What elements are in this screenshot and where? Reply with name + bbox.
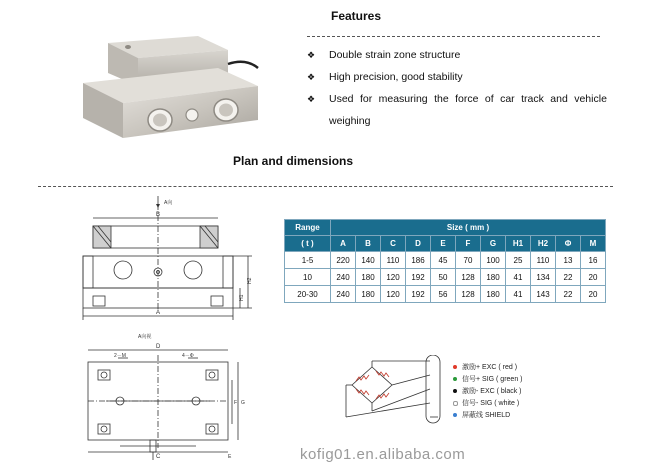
four-phi-label: 4－Φ <box>182 353 194 359</box>
column-header: C <box>381 236 406 252</box>
feature-item <box>307 88 607 132</box>
plan-view-drawing <box>78 330 258 465</box>
table-cell: 192 <box>406 269 431 286</box>
table-cell: 25 <box>506 252 531 269</box>
feature-word: Used <box>329 93 354 105</box>
dim-e-label: E <box>228 454 232 460</box>
feature-item <box>307 44 607 66</box>
table-cell: 16 <box>581 252 606 269</box>
feature-word: track <box>521 93 544 105</box>
diamond-bullet-icon: ❖ <box>307 72 316 82</box>
table-cell: 20 <box>581 269 606 286</box>
table-row <box>285 286 606 303</box>
range-cell: 1-5 <box>285 252 331 269</box>
table-cell: 110 <box>381 252 406 269</box>
watermark-text: kofig01.en.alibaba.com <box>300 446 466 463</box>
column-header: M <box>581 236 606 252</box>
feature-word: for <box>359 93 373 105</box>
feature-item <box>307 66 607 88</box>
features-list <box>307 44 607 132</box>
table-row <box>285 269 606 286</box>
feature-text <box>329 88 607 132</box>
column-header: D <box>406 236 431 252</box>
size-header: Size ( mm ) <box>331 220 606 236</box>
table-cell: 70 <box>456 252 481 269</box>
table-row <box>285 252 606 269</box>
table-cell: 140 <box>356 252 381 269</box>
table-cell: 41 <box>506 269 531 286</box>
shield-wire-dot <box>453 413 457 417</box>
wiring-diagram <box>340 355 460 425</box>
column-header: A <box>331 236 356 252</box>
table-cell: 180 <box>356 269 381 286</box>
feature-word: of <box>484 93 494 105</box>
wire-label-shield: 屏蔽线 SHIELD <box>462 412 511 419</box>
a-direction-label: A向 <box>164 200 173 206</box>
wire-label-exc-plus: 激励+ EXC ( red ) <box>462 364 518 371</box>
wire-label-exc-minus: 激励- EXC ( black ) <box>462 388 522 395</box>
table-cell: 186 <box>406 252 431 269</box>
table-cell: 50 <box>431 269 456 286</box>
dim-c-label: C <box>156 454 161 460</box>
table-cell: 120 <box>381 286 406 303</box>
red-wire-dot <box>453 365 457 369</box>
green-wire-dot <box>453 377 457 381</box>
feature-text: Double strain zone structure <box>329 49 461 61</box>
table-cell: 134 <box>531 269 556 286</box>
table-cell: 120 <box>381 269 406 286</box>
dim-d-label: D <box>156 344 161 350</box>
a-view-label: A向视 <box>138 334 152 340</box>
table-cell: 22 <box>556 286 581 303</box>
column-header: B <box>356 236 381 252</box>
table-cell: 41 <box>506 286 531 303</box>
table-cell: 110 <box>531 252 556 269</box>
wire-label-sig-plus: 信号+ SIG ( green ) <box>462 376 523 383</box>
white-wire-dot <box>453 401 458 406</box>
wire-label-sig-minus: 信号- SIG ( white ) <box>462 400 520 407</box>
load-cell-photo <box>78 28 268 148</box>
feature-text-line: weighing <box>329 115 371 127</box>
column-header-row <box>285 236 606 252</box>
table-cell: 180 <box>356 286 381 303</box>
features-title: Features <box>331 9 382 23</box>
plan-title: Plan and dimensions <box>233 154 354 168</box>
diamond-bullet-icon: ❖ <box>307 50 316 60</box>
table-cell: 192 <box>406 286 431 303</box>
dimension-table <box>284 219 606 303</box>
features-divider <box>307 36 600 37</box>
table-cell: 100 <box>481 252 506 269</box>
dim-g-label: G <box>241 400 245 406</box>
table-cell: 128 <box>456 286 481 303</box>
plan-divider <box>38 186 613 187</box>
range-unit-header: ( t ) <box>285 236 331 252</box>
feature-word: and <box>550 93 568 105</box>
range-cell: 20-30 <box>285 286 331 303</box>
range-cell: 10 <box>285 269 331 286</box>
column-header: F <box>456 236 481 252</box>
column-header: H1 <box>506 236 531 252</box>
table-cell: 20 <box>581 286 606 303</box>
column-header: Φ <box>556 236 581 252</box>
dim-h1-label: H1 <box>239 294 245 301</box>
table-cell: 143 <box>531 286 556 303</box>
diamond-bullet-icon: ❖ <box>307 94 316 104</box>
elevation-drawing <box>78 196 258 326</box>
feature-text-line <box>329 88 607 110</box>
dim-b-label: B <box>156 212 161 218</box>
table-cell: 22 <box>556 269 581 286</box>
table-cell: 180 <box>481 286 506 303</box>
feature-word: the <box>434 93 449 105</box>
table-cell: 13 <box>556 252 581 269</box>
table-cell: 56 <box>431 286 456 303</box>
table-cell: 220 <box>331 252 356 269</box>
column-header: H2 <box>531 236 556 252</box>
feature-text: High precision, good stability <box>329 71 463 83</box>
feature-word: vehicle <box>574 93 607 105</box>
feature-word: measuring <box>378 93 428 105</box>
feature-word: force <box>455 93 479 105</box>
dim-f-label: F <box>234 400 238 406</box>
column-header: G <box>481 236 506 252</box>
table-cell: 240 <box>331 269 356 286</box>
table-cell: 240 <box>331 286 356 303</box>
feature-word: car <box>500 93 515 105</box>
table-cell: 180 <box>481 269 506 286</box>
black-wire-dot <box>453 389 457 393</box>
range-header: Range <box>285 220 331 236</box>
column-header: E <box>431 236 456 252</box>
dim-a-label: A <box>156 310 161 316</box>
two-m-label: 2－M <box>114 353 126 359</box>
table-cell: 128 <box>456 269 481 286</box>
dim-h2-label: H2 <box>247 277 253 284</box>
table-cell: 45 <box>431 252 456 269</box>
